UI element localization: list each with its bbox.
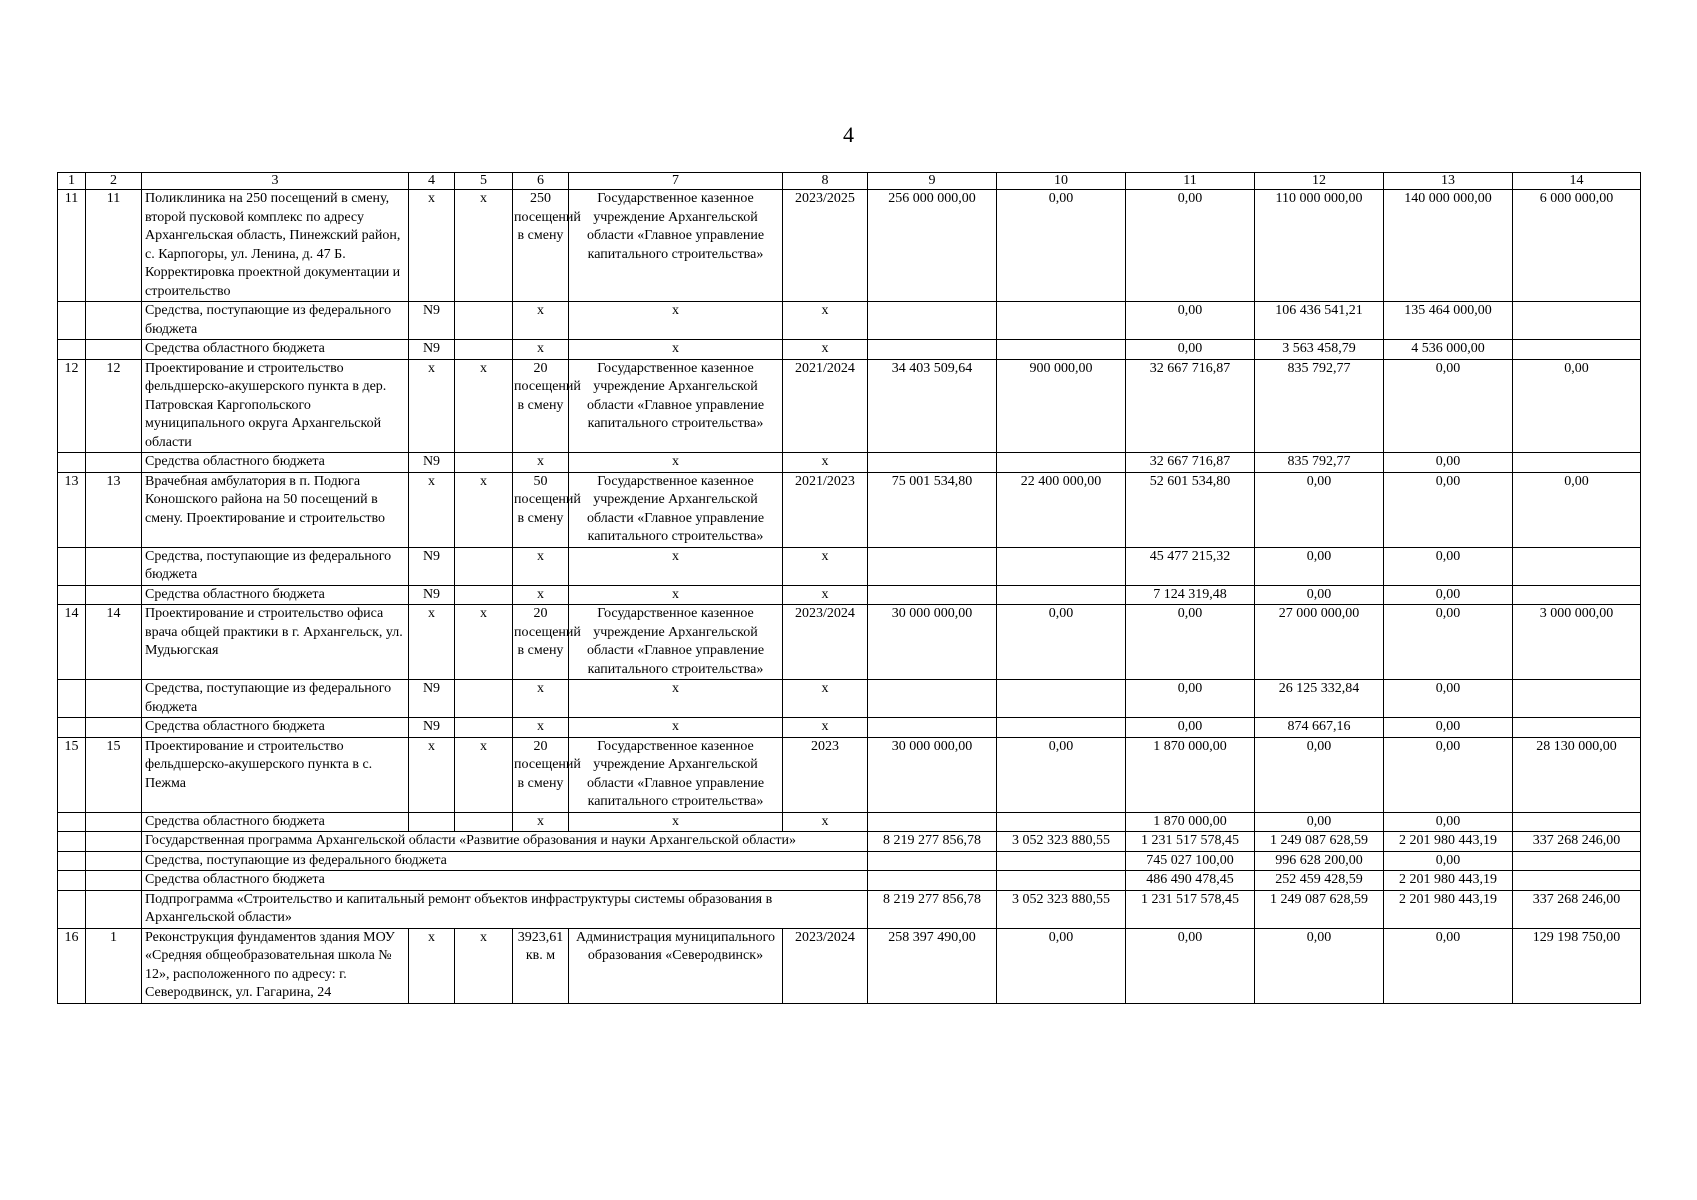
summary-label: Подпрограмма «Строительство и капитальный ремонт объектов инфраструктуры системы образования в Архангельской области» (142, 890, 868, 928)
col-11-value: 1 870 000,00 (1126, 812, 1255, 832)
col-4-value: х (409, 928, 455, 1003)
column-number-row (58, 173, 1641, 190)
col-12-value: 1 249 087 628,59 (1255, 890, 1384, 928)
row-number: 12 (58, 359, 86, 453)
capacity: 20 посещений в смену (513, 605, 569, 680)
col-13-value: 135 464 000,00 (1384, 302, 1513, 340)
row-subnumber (86, 302, 142, 340)
row-subnumber (86, 718, 142, 738)
funding-source: Средства областного бюджета (142, 453, 409, 473)
funding-source: Средства областного бюджета (142, 585, 409, 605)
funding-row (58, 680, 1641, 718)
col-4-value: N9 (409, 453, 455, 473)
col-11-value: 1 231 517 578,45 (1126, 890, 1255, 928)
column-number-7: 7 (569, 173, 783, 190)
total-cost (868, 871, 997, 891)
period: 2023 (783, 737, 868, 812)
col-5-value: х (455, 928, 513, 1003)
col-10-value (997, 812, 1126, 832)
col-12-value: 252 459 428,59 (1255, 871, 1384, 891)
total-cost: 30 000 000,00 (868, 605, 997, 680)
col-8-value: х (783, 680, 868, 718)
col-7-value: х (569, 680, 783, 718)
row-number (58, 832, 86, 852)
row-number: 11 (58, 190, 86, 302)
col-12-value: 0,00 (1255, 472, 1384, 547)
column-number-14: 14 (1513, 173, 1641, 190)
col-14-value (1513, 851, 1641, 871)
col-5-value (455, 812, 513, 832)
total-cost: 75 001 534,80 (868, 472, 997, 547)
col-12-value: 106 436 541,21 (1255, 302, 1384, 340)
col-5-value (455, 718, 513, 738)
summary-row (58, 890, 1641, 928)
col-12-value: 835 792,77 (1255, 359, 1384, 453)
col-4-value: х (409, 737, 455, 812)
col-10-value: 0,00 (997, 928, 1126, 1003)
column-number-8: 8 (783, 173, 868, 190)
capacity: 20 посещений в смену (513, 359, 569, 453)
col-11-value: 7 124 319,48 (1126, 585, 1255, 605)
col-8-value: х (783, 585, 868, 605)
total-cost (868, 302, 997, 340)
col-6-value: х (513, 718, 569, 738)
col-7-value: х (569, 812, 783, 832)
row-subnumber: 11 (86, 190, 142, 302)
capacity: 20 посещений в смену (513, 737, 569, 812)
col-4-value: N9 (409, 340, 455, 360)
col-14-value (1513, 453, 1641, 473)
col-14-value: 337 268 246,00 (1513, 890, 1641, 928)
col-10-value (997, 871, 1126, 891)
col-11-value: 745 027 100,00 (1126, 851, 1255, 871)
col-10-value: 3 052 323 880,55 (997, 890, 1126, 928)
project-name: Поликлиника на 250 посещений в смену, второй пусковой комплекс по адресу Архангельская область, Пинежский район, с. Карпогоры, ул. Ленина, д. 47 Б. Корректировка проектной документации и строительство (142, 190, 409, 302)
col-13-value: 2 201 980 443,19 (1384, 871, 1513, 891)
col-5-value: х (455, 605, 513, 680)
funding-source: Средства областного бюджета (142, 812, 409, 832)
col-5-value: х (455, 737, 513, 812)
column-number-4: 4 (409, 173, 455, 190)
row-subnumber (86, 585, 142, 605)
col-14-value (1513, 718, 1641, 738)
row-subnumber (86, 851, 142, 871)
col-13-value: 0,00 (1384, 605, 1513, 680)
col-4-value: х (409, 190, 455, 302)
funding-source: Средства областного бюджета (142, 340, 409, 360)
col-4-value: N9 (409, 547, 455, 585)
col-10-value (997, 453, 1126, 473)
project-row (58, 190, 1641, 302)
row-subnumber: 14 (86, 605, 142, 680)
col-11-value: 0,00 (1126, 928, 1255, 1003)
col-11-value: 52 601 534,80 (1126, 472, 1255, 547)
col-11-value: 0,00 (1126, 302, 1255, 340)
column-number-12: 12 (1255, 173, 1384, 190)
row-subnumber (86, 890, 142, 928)
col-7-value: х (569, 718, 783, 738)
project-name: Врачебная амбулатория в п. Подюга Коношского района на 50 посещений в смену. Проектирование и строительство (142, 472, 409, 547)
col-14-value (1513, 585, 1641, 605)
summary-row (58, 871, 1641, 891)
column-number-5: 5 (455, 173, 513, 190)
col-4-value: х (409, 472, 455, 547)
project-row (58, 737, 1641, 812)
col-8-value: х (783, 302, 868, 340)
period: 2021/2024 (783, 359, 868, 453)
col-13-value: 0,00 (1384, 812, 1513, 832)
col-5-value (455, 340, 513, 360)
capacity: 50 посещений в смену (513, 472, 569, 547)
column-number-1: 1 (58, 173, 86, 190)
col-14-value: 0,00 (1513, 359, 1641, 453)
col-10-value: 0,00 (997, 190, 1126, 302)
funding-row (58, 718, 1641, 738)
col-10-value (997, 718, 1126, 738)
col-13-value: 0,00 (1384, 472, 1513, 547)
column-number-3: 3 (142, 173, 409, 190)
row-number (58, 718, 86, 738)
funding-row (58, 585, 1641, 605)
project-name: Реконструкция фундаментов здания МОУ «Средняя общеобразовательная школа № 12», расположенного по адресу: г. Северодвинск, ул. Гагарина, 24 (142, 928, 409, 1003)
col-5-value: х (455, 190, 513, 302)
col-14-value (1513, 871, 1641, 891)
col-4-value: N9 (409, 680, 455, 718)
col-10-value: 3 052 323 880,55 (997, 832, 1126, 852)
col-7-value: х (569, 453, 783, 473)
col-4-value: х (409, 605, 455, 680)
total-cost: 258 397 490,00 (868, 928, 997, 1003)
col-8-value: х (783, 453, 868, 473)
col-13-value: 2 201 980 443,19 (1384, 832, 1513, 852)
row-subnumber (86, 812, 142, 832)
col-10-value: 900 000,00 (997, 359, 1126, 453)
total-cost: 8 219 277 856,78 (868, 832, 997, 852)
col-10-value (997, 302, 1126, 340)
col-14-value (1513, 547, 1641, 585)
col-13-value: 0,00 (1384, 928, 1513, 1003)
column-number-10: 10 (997, 173, 1126, 190)
col-10-value: 22 400 000,00 (997, 472, 1126, 547)
col-13-value: 0,00 (1384, 453, 1513, 473)
column-number-9: 9 (868, 173, 997, 190)
row-number (58, 340, 86, 360)
col-11-value: 1 231 517 578,45 (1126, 832, 1255, 852)
col-13-value: 0,00 (1384, 718, 1513, 738)
row-number: 13 (58, 472, 86, 547)
col-12-value: 0,00 (1255, 547, 1384, 585)
col-11-value: 0,00 (1126, 680, 1255, 718)
col-14-value (1513, 340, 1641, 360)
col-13-value: 4 536 000,00 (1384, 340, 1513, 360)
col-10-value (997, 340, 1126, 360)
col-14-value: 129 198 750,00 (1513, 928, 1641, 1003)
col-8-value: х (783, 718, 868, 738)
funding-source: Средства, поступающие из федерального бюджета (142, 680, 409, 718)
col-13-value: 0,00 (1384, 359, 1513, 453)
row-number (58, 871, 86, 891)
col-14-value: 28 130 000,00 (1513, 737, 1641, 812)
total-cost: 256 000 000,00 (868, 190, 997, 302)
col-12-value: 0,00 (1255, 928, 1384, 1003)
col-13-value: 0,00 (1384, 547, 1513, 585)
col-12-value: 0,00 (1255, 737, 1384, 812)
col-11-value: 45 477 215,32 (1126, 547, 1255, 585)
total-cost (868, 340, 997, 360)
col-10-value (997, 680, 1126, 718)
col-14-value (1513, 680, 1641, 718)
col-12-value: 996 628 200,00 (1255, 851, 1384, 871)
col-11-value: 0,00 (1126, 340, 1255, 360)
capacity: 3923,61 кв. м (513, 928, 569, 1003)
row-subnumber: 1 (86, 928, 142, 1003)
col-4-value: х (409, 359, 455, 453)
col-11-value: 32 667 716,87 (1126, 359, 1255, 453)
row-subnumber (86, 680, 142, 718)
col-10-value (997, 851, 1126, 871)
col-11-value: 0,00 (1126, 190, 1255, 302)
col-14-value: 6 000 000,00 (1513, 190, 1641, 302)
row-subnumber (86, 340, 142, 360)
col-10-value: 0,00 (997, 605, 1126, 680)
col-6-value: х (513, 302, 569, 340)
col-11-value: 1 870 000,00 (1126, 737, 1255, 812)
col-11-value: 486 490 478,45 (1126, 871, 1255, 891)
col-14-value (1513, 302, 1641, 340)
project-row (58, 928, 1641, 1003)
col-4-value: N9 (409, 718, 455, 738)
col-13-value: 2 201 980 443,19 (1384, 890, 1513, 928)
page-number: 4 (843, 122, 854, 147)
customer: Администрация муниципального образования «Северодвинск» (569, 928, 783, 1003)
project-name: Проектирование и строительство фельдшерско-акушерского пункта в с. Пежма (142, 737, 409, 812)
col-11-value: 32 667 716,87 (1126, 453, 1255, 473)
col-6-value: х (513, 453, 569, 473)
column-number-11: 11 (1126, 173, 1255, 190)
col-5-value (455, 547, 513, 585)
funding-row (58, 547, 1641, 585)
column-number-6: 6 (513, 173, 569, 190)
summary-label: Средства областного бюджета (142, 871, 868, 891)
total-cost: 30 000 000,00 (868, 737, 997, 812)
row-number (58, 812, 86, 832)
row-number: 15 (58, 737, 86, 812)
summary-row (58, 851, 1641, 871)
col-13-value: 140 000 000,00 (1384, 190, 1513, 302)
col-8-value: х (783, 340, 868, 360)
col-12-value: 110 000 000,00 (1255, 190, 1384, 302)
project-name: Проектирование и строительство фельдшерско-акушерского пункта в дер. Патровская Каргопольского муниципального округа Архангельской области (142, 359, 409, 453)
row-number (58, 453, 86, 473)
row-number (58, 851, 86, 871)
col-6-value: х (513, 812, 569, 832)
col-5-value (455, 585, 513, 605)
row-subnumber (86, 871, 142, 891)
col-13-value: 0,00 (1384, 680, 1513, 718)
summary-label: Государственная программа Архангельской области «Развитие образования и науки Архангельской области» (142, 832, 868, 852)
col-10-value: 0,00 (997, 737, 1126, 812)
row-number (58, 585, 86, 605)
col-5-value (455, 680, 513, 718)
column-number-13: 13 (1384, 173, 1513, 190)
col-14-value (1513, 812, 1641, 832)
row-subnumber: 15 (86, 737, 142, 812)
row-subnumber (86, 832, 142, 852)
summary-label: Средства, поступающие из федерального бюджета (142, 851, 868, 871)
col-4-value: N9 (409, 585, 455, 605)
project-row (58, 359, 1641, 453)
period: 2021/2023 (783, 472, 868, 547)
project-row (58, 605, 1641, 680)
customer: Государственное казенное учреждение Архангельской области «Главное управление капитального строительства» (569, 472, 783, 547)
project-row (58, 472, 1641, 547)
col-12-value: 0,00 (1255, 585, 1384, 605)
col-13-value: 0,00 (1384, 737, 1513, 812)
funding-row (58, 340, 1641, 360)
col-14-value: 0,00 (1513, 472, 1641, 547)
total-cost (868, 680, 997, 718)
customer: Государственное казенное учреждение Архангельской области «Главное управление капитального строительства» (569, 359, 783, 453)
total-cost: 34 403 509,64 (868, 359, 997, 453)
period: 2023/2024 (783, 928, 868, 1003)
funding-row (58, 302, 1641, 340)
col-12-value: 874 667,16 (1255, 718, 1384, 738)
total-cost: 8 219 277 856,78 (868, 890, 997, 928)
row-subnumber (86, 547, 142, 585)
col-12-value: 835 792,77 (1255, 453, 1384, 473)
col-12-value: 0,00 (1255, 812, 1384, 832)
total-cost (868, 812, 997, 832)
col-5-value (455, 302, 513, 340)
col-6-value: х (513, 585, 569, 605)
col-11-value: 0,00 (1126, 718, 1255, 738)
total-cost (868, 585, 997, 605)
period: 2023/2025 (783, 190, 868, 302)
col-8-value: х (783, 547, 868, 585)
col-13-value: 0,00 (1384, 585, 1513, 605)
col-10-value (997, 547, 1126, 585)
funding-source: Средства, поступающие из федерального бюджета (142, 547, 409, 585)
total-cost (868, 453, 997, 473)
col-10-value (997, 585, 1126, 605)
col-12-value: 26 125 332,84 (1255, 680, 1384, 718)
col-11-value: 0,00 (1126, 605, 1255, 680)
total-cost (868, 547, 997, 585)
row-number: 16 (58, 928, 86, 1003)
row-subnumber: 12 (86, 359, 142, 453)
project-name: Проектирование и строительство офиса врача общей практики в г. Архангельск, ул. Мудьюгская (142, 605, 409, 680)
col-12-value: 1 249 087 628,59 (1255, 832, 1384, 852)
col-12-value: 3 563 458,79 (1255, 340, 1384, 360)
col-6-value: х (513, 547, 569, 585)
customer: Государственное казенное учреждение Архангельской области «Главное управление капитального строительства» (569, 190, 783, 302)
funding-row (58, 453, 1641, 473)
row-number (58, 547, 86, 585)
customer: Государственное казенное учреждение Архангельской области «Главное управление капитального строительства» (569, 605, 783, 680)
row-number (58, 302, 86, 340)
col-13-value: 0,00 (1384, 851, 1513, 871)
funding-source: Средства областного бюджета (142, 718, 409, 738)
col-14-value: 337 268 246,00 (1513, 832, 1641, 852)
col-5-value (455, 453, 513, 473)
column-number-2: 2 (86, 173, 142, 190)
col-14-value: 3 000 000,00 (1513, 605, 1641, 680)
customer: Государственное казенное учреждение Архангельской области «Главное управление капитального строительства» (569, 737, 783, 812)
row-number (58, 890, 86, 928)
total-cost (868, 718, 997, 738)
funding-row (58, 812, 1641, 832)
period: 2023/2024 (783, 605, 868, 680)
col-5-value: х (455, 472, 513, 547)
col-12-value: 27 000 000,00 (1255, 605, 1384, 680)
col-4-value (409, 812, 455, 832)
funding-source: Средства, поступающие из федерального бюджета (142, 302, 409, 340)
col-5-value: х (455, 359, 513, 453)
budget-table (57, 172, 1641, 1004)
col-7-value: х (569, 302, 783, 340)
col-6-value: х (513, 340, 569, 360)
col-7-value: х (569, 585, 783, 605)
row-subnumber: 13 (86, 472, 142, 547)
total-cost (868, 851, 997, 871)
row-number: 14 (58, 605, 86, 680)
col-4-value: N9 (409, 302, 455, 340)
col-6-value: х (513, 680, 569, 718)
col-7-value: х (569, 340, 783, 360)
col-7-value: х (569, 547, 783, 585)
row-number (58, 680, 86, 718)
col-8-value: х (783, 812, 868, 832)
row-subnumber (86, 453, 142, 473)
summary-row (58, 832, 1641, 852)
capacity: 250 посещений в смену (513, 190, 569, 302)
